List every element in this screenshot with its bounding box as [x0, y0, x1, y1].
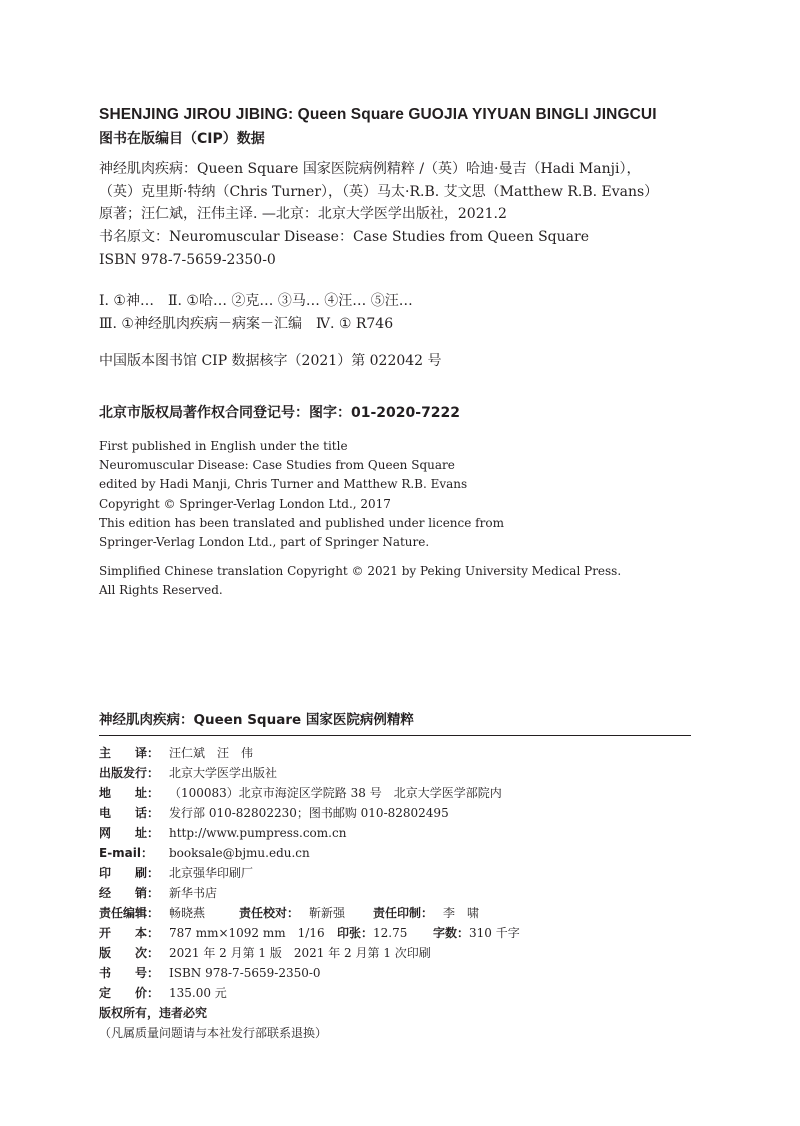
copyright-registration: 北京市版权局著作权合同登记号：图字：01-2020-7222	[99, 405, 461, 421]
cip-line: 神经肌肉疾病：Queen Square 国家医院病例精粹 /（英）哈迪·曼吉（Hadi Manji），	[99, 161, 641, 177]
cip-heading: 图书在版编目（CIP）数据	[99, 131, 265, 147]
publication-info	[99, 743, 740, 1043]
info-row-distributor: 经 销： 新华书店	[99, 886, 218, 900]
cip-line: 书名原文：Neuromuscular Disease：Case Studies from Queen Square	[99, 229, 589, 246]
info-row-format: 开 本： 787 mm×1092 mm 1/16 印张： 12.75 字数： 310 千字	[99, 926, 520, 940]
cip-record	[99, 158, 740, 272]
email-address: booksale@bjmu.edu.cn	[169, 846, 310, 860]
book-title: 神经肌肉疾病：Queen Square 国家医院病例精粹	[99, 712, 414, 728]
cip-line: 原著；汪仁斌，汪伟主译. —北京：北京大学医学出版社，2021.2	[99, 206, 507, 223]
translation-notice: Simplified Chinese translation Copyright © 2021 by Peking University Medical Press. All Rights Reserved.	[99, 564, 622, 598]
info-row-isbn: 书 号： ISBN 978-7-5659-2350-0	[99, 966, 321, 980]
title-pinyin: SHENJING JIROU JIBING: Queen Square GUOJIA YIYUAN BINGLI JINGCUI	[99, 106, 657, 123]
cip-line: ISBN 978-7-5659-2350-0	[99, 251, 276, 268]
cip-classification	[99, 290, 740, 335]
info-row-translator: 主 译： 汪仁斌 汪 伟	[99, 746, 254, 760]
info-row-publisher: 出版发行： 北京大学医学出版社	[99, 766, 278, 780]
divider	[99, 735, 691, 736]
info-row-address: 地 址： （100083）北京市海淀区学院路 38 号 北京大学医学部院内	[99, 786, 502, 800]
info-row-printer: 印 刷： 北京强华印刷厂	[99, 866, 254, 880]
cip-class-line: Ⅲ. ①神经肌肉疾病－病案－汇编 Ⅳ. ① R746	[99, 315, 394, 332]
english-notice: First published in English under the title Neuromuscular Disease: Case Studies from Queen Square edited by Hadi Manji, Chris Turner and Matthew R.B. Evans Copyright © Springer-Verlag London Ltd., 2017 This edition has been translated and published under licence from Springer-Verlag London Ltd., part of Springer Nature.	[99, 439, 504, 550]
info-row-website: 网 址： http://www.pumpress.com.cn	[99, 823, 740, 843]
rights-notice: 版权所有，违者必究	[99, 1006, 208, 1020]
cip-line: （英）克里斯·特纳（Chris Turner），（英）马太·R.B. 艾文思（Matthew R.B. Evans）	[99, 183, 659, 200]
return-note: （凡属质量问题请与本社发行部联系退换）	[99, 1026, 328, 1040]
info-row-phone: 电 话： 发行部 010-82802230；图书邮购 010-82802495	[99, 806, 449, 820]
info-row-responsibility: 责任编辑： 畅晓燕 责任校对： 靳新强 责任印制： 李 啸	[99, 906, 480, 920]
cip-class-line: Ⅰ. ①神… Ⅱ. ①哈… ②克… ③马… ④汪… ⑤汪…	[99, 293, 413, 309]
info-row-edition: 版 次： 2021 年 2 月第 1 版 2021 年 2 月第 1 次印刷	[99, 946, 431, 960]
info-row-price: 定 价： 135.00 元	[99, 986, 227, 1000]
website-link: http://www.pumpress.com.cn	[169, 826, 347, 840]
info-row-email: E-mail： booksale@bjmu.edu.cn	[99, 843, 740, 863]
cip-number: 中国版本图书馆 CIP 数据核字（2021）第 022042 号	[99, 353, 442, 369]
